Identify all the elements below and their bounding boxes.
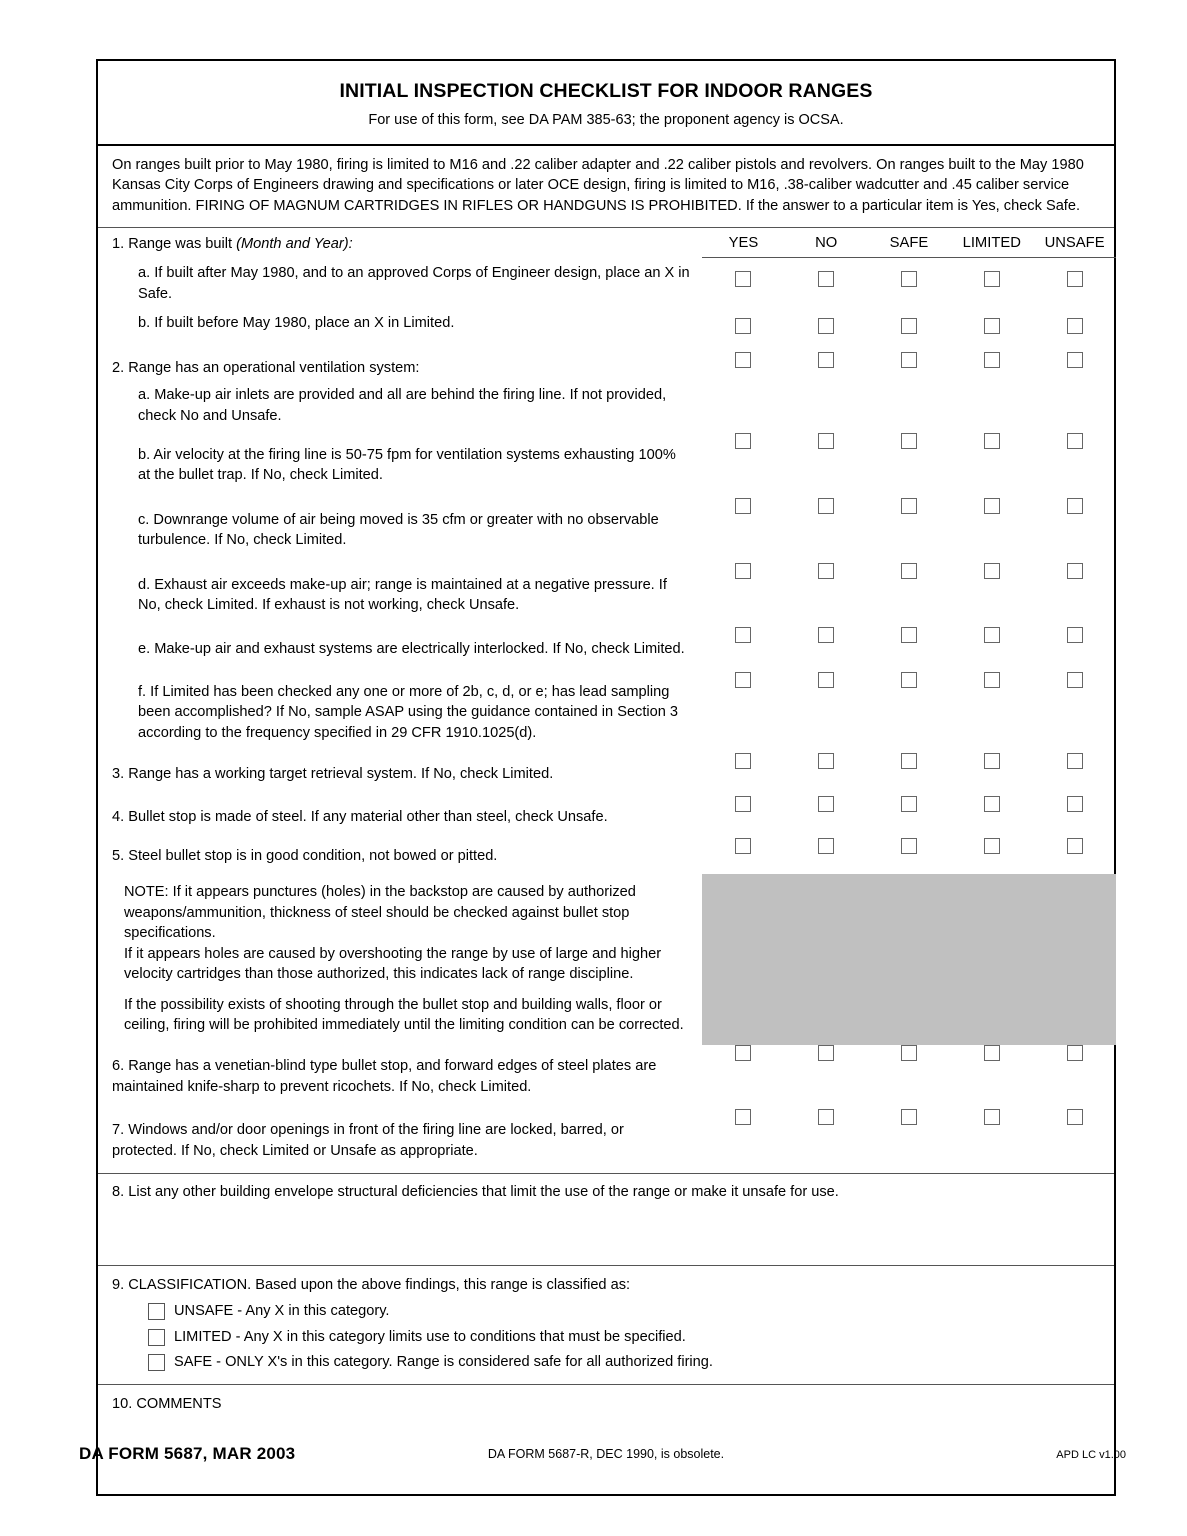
item2a-no-cell [785, 352, 868, 433]
item3-unsafe-cell [1033, 753, 1116, 795]
column-header-safe: SAFE [868, 228, 951, 258]
form-frame [96, 59, 1116, 1496]
item5-yes-cell [702, 838, 785, 874]
table-row-item6 [98, 1045, 1116, 1109]
item6-limited-cell [950, 1045, 1033, 1109]
item2f-text-cell [98, 672, 702, 753]
checkbox-item2d-unsafe[interactable] [1067, 563, 1083, 579]
column-header-limited: LIMITED [950, 228, 1033, 258]
checkbox-item6-unsafe[interactable] [1067, 1045, 1083, 1061]
checkbox-item7-no[interactable] [818, 1109, 834, 1125]
checkbox-item5-unsafe[interactable] [1067, 838, 1083, 854]
checkbox-item2d-no[interactable] [818, 563, 834, 579]
item6-text: 6. Range has a venetian-blind type bullet stop, and forward edges of steel plates are maintained knife-sharp to prevent ricochets. If No, check Limited. [112, 1058, 657, 1095]
item5-limited-cell [950, 838, 1033, 874]
table-row-item2e [98, 627, 1116, 671]
checkbox-item3-unsafe[interactable] [1067, 753, 1083, 769]
item2a-safe-cell [868, 352, 951, 433]
item2b-unsafe-cell [1033, 433, 1116, 498]
checkbox-classification-safe[interactable] [148, 1354, 165, 1371]
section9-classification [98, 1265, 1114, 1384]
checkbox-item4-yes[interactable] [735, 796, 751, 812]
section8-deficiencies[interactable] [98, 1173, 1114, 1265]
checkbox-item2f-safe[interactable] [901, 672, 917, 688]
item5-unsafe-cell [1033, 838, 1116, 874]
checkbox-item6-safe[interactable] [901, 1045, 917, 1061]
intro-paragraph: On ranges built prior to May 1980, firing is limited to M16 and .22 caliber adapter and .22 caliber pistols and revolvers. On ranges built to the May 1980 Kansas City Corps of Engineers drawing and specifications or later OCE design, firing is limited to M16, .38-caliber wadcutter and .45 caliber service ammunition. FIRING OF MAGNUM CARTRIDGES IN RIFLES OR HANDGUNS IS PROHIBITED. If the answer to a particular item is Yes, check Safe. [98, 146, 1114, 228]
item2b-text [98, 433, 702, 498]
item1-limited-boxes [950, 258, 1033, 352]
item4-no-cell [785, 796, 868, 838]
item2b-text-cell [98, 433, 702, 498]
item1-col-yes [702, 228, 785, 352]
item2d-sub: d. Exhaust air exceeds make-up air; range is maintained at a negative pressure. If No, check Limited. If exhaust is not working, check Unsafe. [138, 576, 667, 614]
checkbox-item2d-safe[interactable] [901, 563, 917, 579]
footer-form-number: DA FORM 5687, MAR 2003 [79, 1444, 296, 1463]
checkbox-item3-no[interactable] [818, 753, 834, 769]
section10-comments[interactable] [98, 1384, 1114, 1494]
item2d-safe-cell [868, 563, 951, 628]
table-row-item2b [98, 433, 1116, 498]
item6-no-cell [785, 1045, 868, 1109]
section8-label: 8. List any other building envelope structural deficiencies that limit the use of the range or make it unsafe for use. [112, 1184, 839, 1201]
checkbox-item2c-safe[interactable] [901, 498, 917, 514]
checkbox-item1a-limited[interactable] [984, 271, 1000, 287]
item7-text: 7. Windows and/or door openings in front of the firing line are locked, barred, or protected. If No, check Limited or Unsafe as appropriate. [112, 1122, 624, 1159]
checkbox-item2b-safe[interactable] [901, 433, 917, 449]
table-row-item1 [98, 228, 1116, 352]
table-row-item2a [98, 352, 1116, 433]
item7-unsafe-cell [1033, 1109, 1116, 1173]
classification-limited-label: LIMITED - Any X in this category limits use to conditions that must be specified. [174, 1328, 686, 1345]
checkbox-item4-unsafe[interactable] [1067, 796, 1083, 812]
item1b-text: b. If built before May 1980, place an X in Limited. [138, 314, 455, 331]
checkbox-item2e-unsafe[interactable] [1067, 627, 1083, 643]
table-row-item2d [98, 563, 1116, 628]
table-row-item2f [98, 672, 1116, 753]
footer-apd-version: APD LC v1.00 [1056, 1449, 1126, 1461]
checkbox-item4-no[interactable] [818, 796, 834, 812]
item2f-unsafe-cell [1033, 672, 1116, 753]
item1-text [98, 228, 702, 341]
item2d-limited-cell [950, 563, 1033, 628]
checkbox-item1a-no[interactable] [818, 271, 834, 287]
note-text [98, 874, 702, 1045]
checkbox-item2f-yes[interactable] [735, 672, 751, 688]
checkbox-item5-limited[interactable] [984, 838, 1000, 854]
checkbox-classification-unsafe[interactable] [148, 1303, 165, 1320]
table-row-item3 [98, 753, 1116, 795]
checkbox-item7-unsafe[interactable] [1067, 1109, 1083, 1125]
note-paragraph-1: NOTE: If it appears punctures (holes) in the backstop are caused by authorized weapons/ammunition, thickness of steel should be checked against bullet stop specifications. [124, 884, 636, 942]
checkbox-item2b-unsafe[interactable] [1067, 433, 1083, 449]
table-row-item7 [98, 1109, 1116, 1173]
checkbox-item1b-no[interactable] [818, 318, 834, 334]
checkbox-item2a-unsafe[interactable] [1067, 352, 1083, 368]
checkbox-item2e-safe[interactable] [901, 627, 917, 643]
checkbox-item2b-limited[interactable] [984, 433, 1000, 449]
checkbox-item2b-yes[interactable] [735, 433, 751, 449]
item2f-yes-cell [702, 672, 785, 753]
item1-unsafe-boxes [1033, 258, 1116, 352]
classification-option-unsafe[interactable] [112, 1301, 1102, 1321]
item3-text-cell [98, 753, 702, 795]
table-row-item2c [98, 498, 1116, 563]
checkbox-item7-yes[interactable] [735, 1109, 751, 1125]
footer-obsolete-note: DA FORM 5687-R, DEC 1990, is obsolete. [487, 1447, 725, 1461]
item2f-safe-cell [868, 672, 951, 753]
checkbox-item4-limited[interactable] [984, 796, 1000, 812]
item3-limited-cell [950, 753, 1033, 795]
item2b-yes-cell [702, 433, 785, 498]
item2c-safe-cell [868, 498, 951, 563]
item2a-limited-cell [950, 352, 1033, 433]
checkbox-item1a-unsafe[interactable] [1067, 271, 1083, 287]
item1-col-unsafe [1033, 228, 1116, 352]
item2c-yes-cell [702, 498, 785, 563]
item2f-limited-cell [950, 672, 1033, 753]
item2e-unsafe-cell [1033, 627, 1116, 671]
checkbox-item3-yes[interactable] [735, 753, 751, 769]
item3-safe-cell [868, 753, 951, 795]
item4-text-cell [98, 796, 702, 838]
table-row-item5 [98, 838, 1116, 874]
note-paragraph-2: If it appears holes are caused by overshooting the range by use of large and higher velocity cartridges than those authorized, this indicates lack of range discipline. [124, 945, 662, 983]
classification-option-limited[interactable] [112, 1327, 1102, 1347]
note-grey-filler [702, 874, 1116, 1045]
note-text-cell [98, 874, 702, 1045]
checkbox-item3-limited[interactable] [984, 753, 1000, 769]
item2a-unsafe-cell [1033, 352, 1116, 433]
item2c-limited-cell [950, 498, 1033, 563]
item2c-no-cell [785, 498, 868, 563]
item5-text: 5. Steel bullet stop is in good condition, not bowed or pitted. [112, 848, 498, 864]
item1-lead [112, 234, 692, 254]
checkbox-item2c-yes[interactable] [735, 498, 751, 514]
item2d-unsafe-cell [1033, 563, 1116, 628]
item4-yes-cell [702, 796, 785, 838]
checkbox-item1b-yes[interactable] [735, 318, 751, 334]
item2d-text-cell [98, 563, 702, 628]
checkbox-item2f-no[interactable] [818, 672, 834, 688]
checkbox-item6-yes[interactable] [735, 1045, 751, 1061]
checkbox-item2a-no[interactable] [818, 352, 834, 368]
classification-unsafe-label: UNSAFE - Any X in this category. [174, 1303, 390, 1320]
item2b-safe-cell [868, 433, 951, 498]
item1-lead-text: 1. Range was built [112, 235, 237, 252]
item7-text-cell [98, 1109, 702, 1173]
item2c-unsafe-cell [1033, 498, 1116, 563]
item3-text: 3. Range has a working target retrieval system. If No, check Limited. [112, 766, 554, 783]
checkbox-item2c-unsafe[interactable] [1067, 498, 1083, 514]
checkbox-item7-safe[interactable] [901, 1109, 917, 1125]
item5-no-cell [785, 838, 868, 874]
item5-text-cell [98, 838, 702, 874]
checkbox-item1b-limited[interactable] [984, 318, 1000, 334]
item2c-text [98, 498, 702, 563]
item5-safe-cell [868, 838, 951, 874]
checkbox-item5-yes[interactable] [735, 838, 751, 854]
checkbox-item2e-limited[interactable] [984, 627, 1000, 643]
checkbox-item1b-unsafe[interactable] [1067, 318, 1083, 334]
checkbox-classification-limited[interactable] [148, 1329, 165, 1346]
item1a-text: a. If built after May 1980, and to an approved Corps of Engineer design, place an X in Safe. [138, 265, 690, 302]
table-row-item4 [98, 796, 1116, 838]
checklist-table [98, 228, 1116, 1173]
item2a-yes-cell [702, 352, 785, 433]
item1-col-limited [950, 228, 1033, 352]
item2d-text [98, 563, 702, 628]
item6-safe-cell [868, 1045, 951, 1109]
item2f-sub: f. If Limited has been checked any one or more of 2b, c, d, or e; has lead sampling been accomplished? If No, sample ASAP using the guidance contained in Section 3 according to the frequency specified in 29 CFR 1910.1025(d). [138, 683, 679, 741]
column-header-yes: YES [702, 228, 785, 258]
item2e-no-cell [785, 627, 868, 671]
checkbox-item1a-safe[interactable] [901, 271, 917, 287]
checkbox-item2e-no[interactable] [818, 627, 834, 643]
item2b-limited-cell [950, 433, 1033, 498]
checkbox-item2d-yes[interactable] [735, 563, 751, 579]
column-header-no: NO [785, 228, 868, 258]
checkbox-item6-no[interactable] [818, 1045, 834, 1061]
checkbox-item2e-yes[interactable] [735, 627, 751, 643]
item6-text-cell [98, 1045, 702, 1109]
item1-yes-boxes [702, 258, 785, 352]
checkbox-item2a-yes[interactable] [735, 352, 751, 368]
item2a-text [98, 352, 702, 433]
checkbox-item4-safe[interactable] [901, 796, 917, 812]
item1-safe-boxes [868, 258, 951, 352]
item2c-text-cell [98, 498, 702, 563]
checkbox-item2a-safe[interactable] [901, 352, 917, 368]
checkbox-item2b-no[interactable] [818, 433, 834, 449]
checkbox-item2c-limited[interactable] [984, 498, 1000, 514]
table-row-note [98, 874, 1116, 1045]
item6-yes-cell [702, 1045, 785, 1109]
item2e-yes-cell [702, 627, 785, 671]
checkbox-item1a-yes[interactable] [735, 271, 751, 287]
note-paragraph-3: If the possibility exists of shooting through the bullet stop and building walls, floor or ceiling, firing will be prohibited immediately until the limiting condition can be corrected. [124, 996, 684, 1033]
item1-lead-italic: (Month and Year): [236, 235, 353, 252]
form-title: INITIAL INSPECTION CHECKLIST FOR INDOOR RANGES [339, 80, 873, 102]
item2e-safe-cell [868, 627, 951, 671]
checkbox-item2d-limited[interactable] [984, 563, 1000, 579]
form-subtitle: For use of this form, see DA PAM 385-63; the proponent agency is OCSA. [368, 112, 844, 129]
checkbox-item6-limited[interactable] [984, 1045, 1000, 1061]
checkbox-item2a-limited[interactable] [984, 352, 1000, 368]
item7-limited-cell [950, 1109, 1033, 1173]
checkbox-item5-safe[interactable] [901, 838, 917, 854]
item2e-text-cell [98, 627, 702, 671]
checkbox-item1b-safe[interactable] [901, 318, 917, 334]
item7-yes-cell [702, 1109, 785, 1173]
item2e-sub: e. Make-up air and exhaust systems are electrically interlocked. If No, check Limited. [138, 641, 685, 658]
item2a-text-cell [98, 352, 702, 433]
section10-label: 10. COMMENTS [112, 1395, 222, 1412]
form-footer [79, 1444, 1126, 1470]
item3-yes-cell [702, 753, 785, 795]
item2e-limited-cell [950, 627, 1033, 671]
classification-safe-label: SAFE - ONLY X's in this category. Range is considered safe for all authorized firing. [174, 1354, 713, 1371]
item4-safe-cell [868, 796, 951, 838]
item2d-no-cell [785, 563, 868, 628]
item2-lead: 2. Range has an operational ventilation system: [112, 359, 420, 376]
item6-unsafe-cell [1033, 1045, 1116, 1109]
checkbox-item3-safe[interactable] [901, 753, 917, 769]
item2a-sub: a. Make-up air inlets are provided and all are behind the firing line. If not provided, check No and Unsafe. [138, 387, 667, 424]
checkbox-item2f-limited[interactable] [984, 672, 1000, 688]
checkbox-item2c-no[interactable] [818, 498, 834, 514]
form-title-block [98, 61, 1114, 146]
item1-col-no [785, 228, 868, 352]
item4-unsafe-cell [1033, 796, 1116, 838]
item2d-yes-cell [702, 563, 785, 628]
item2b-no-cell [785, 433, 868, 498]
classification-option-safe[interactable] [112, 1352, 1102, 1372]
item1-col-safe [868, 228, 951, 352]
item2b-sub: b. Air velocity at the firing line is 50-75 fpm for ventilation systems exhausting 100% at the bullet trap. If No, check Limited. [138, 446, 676, 484]
item2e-text [98, 627, 702, 671]
item2f-text [98, 672, 702, 753]
item4-limited-cell [950, 796, 1033, 838]
item4-text: 4. Bullet stop is made of steel. If any material other than steel, check Unsafe. [112, 808, 608, 825]
item1-no-boxes [785, 258, 868, 352]
item1-text-cell [98, 228, 702, 352]
item7-no-cell [785, 1109, 868, 1173]
checkbox-item5-no[interactable] [818, 838, 834, 854]
column-header-unsafe: UNSAFE [1033, 228, 1116, 258]
section9-label: 9. CLASSIFICATION. Based upon the above findings, this range is classified as: [112, 1277, 631, 1294]
checkbox-item2f-unsafe[interactable] [1067, 672, 1083, 688]
item3-no-cell [785, 753, 868, 795]
item2f-no-cell [785, 672, 868, 753]
checkbox-item7-limited[interactable] [984, 1109, 1000, 1125]
item7-safe-cell [868, 1109, 951, 1173]
item2c-sub: c. Downrange volume of air being moved is 35 cfm or greater with no observable turbulence. If No, check Limited. [138, 511, 659, 549]
